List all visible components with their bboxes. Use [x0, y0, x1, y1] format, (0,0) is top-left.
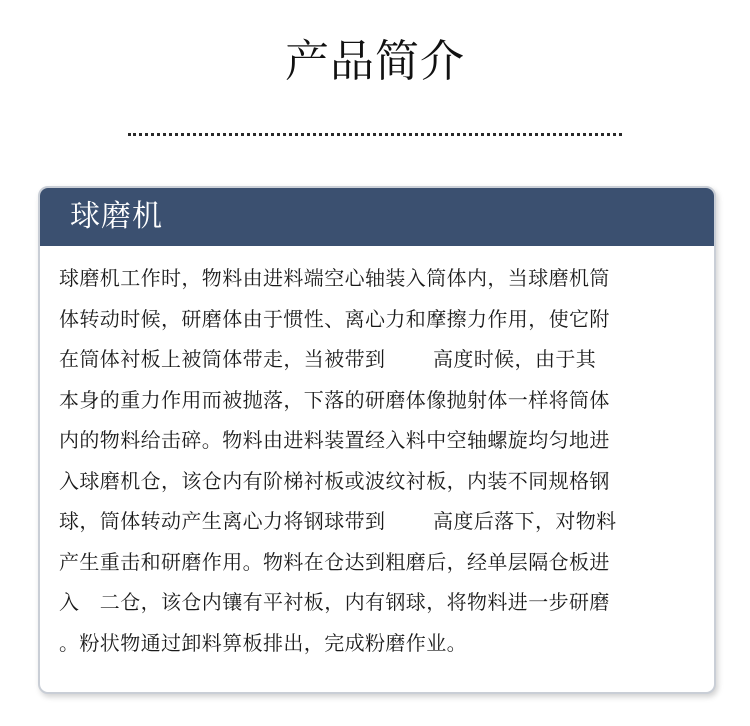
- card-title: 球磨机: [70, 199, 163, 234]
- body-line: 内的物料给击碎。物料由进料装置经入料中空轴螺旋均匀地进: [59, 428, 610, 452]
- body-line: 本身的重力作用而被抛落，下落的研磨体像抛射体一样将筒体: [59, 387, 610, 412]
- body-line: 在筒体衬板上被筒体带走，当被带到 高度时候，由于其: [59, 347, 597, 371]
- dotted-divider: [128, 133, 622, 136]
- card-body: [59, 258, 699, 663]
- body-line: 产生重击和研磨作用。物料在仓达到粗磨后，经单层隔仓板进: [59, 549, 610, 574]
- intro-card: [38, 186, 716, 694]
- body-line: 球磨机工作时，物料由进料端空心轴装入筒体内，当球磨机筒: [59, 266, 610, 290]
- body-line: 入球磨机仓，该仓内有阶梯衬板或波纹衬板，内装不同规格钢: [59, 468, 610, 493]
- body-line: 入 二仓，该仓内镶有平衬板，内有钢球，将物料进一步研磨: [59, 590, 610, 614]
- body-line: 球，筒体转动产生离心力将钢球带到 高度后落下，对物料: [59, 509, 617, 533]
- body-line: 体转动时候，研磨体由于惯性、离心力和摩擦力作用，使它附: [59, 306, 610, 331]
- page-title: 产品简介: [285, 36, 465, 87]
- body-line: 。粉状物通过卸料箅板排出，完成粉磨作业。: [59, 630, 467, 655]
- card-header: [40, 188, 714, 246]
